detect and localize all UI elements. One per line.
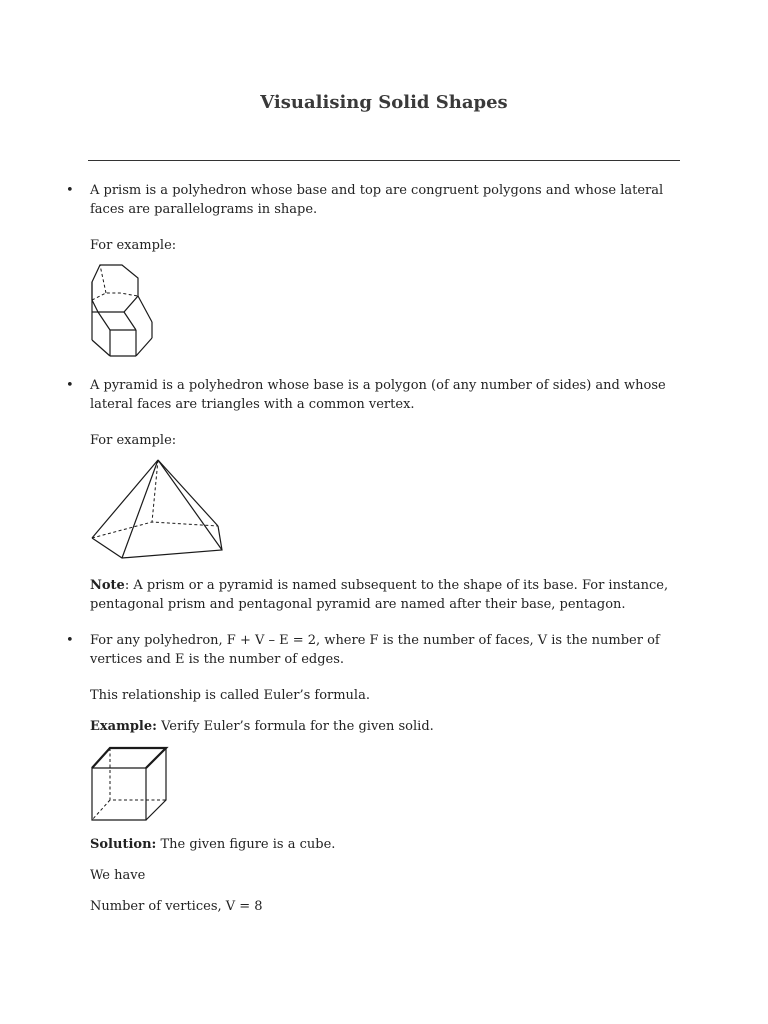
note-paragraph	[90, 576, 670, 614]
note-text: : A prism or a pyramid is named subsequent to the shape of its base. For instance, pentagonal prism and pentagonal pyramid are named after their base, pentagon.	[90, 578, 669, 612]
cube-figure	[88, 744, 170, 824]
prism-definition: A prism is a polyhedron whose base and top are congruent polygons and whose lateral faces are parallelograms in shape.	[90, 183, 664, 217]
example-paragraph	[90, 717, 670, 736]
euler-relationship: This relationship is called Euler’s formula.	[90, 688, 370, 703]
example-text: Verify Euler’s formula for the given solid.	[156, 719, 434, 734]
euler-definition: For any polyhedron, F + V – E = 2, where F is the number of faces, V is the number of vertices and E is the number of edges.	[90, 633, 660, 667]
note-label: Note	[90, 578, 125, 593]
solution-label: Solution:	[90, 837, 157, 852]
vertices-count-text: Number of vertices, V = 8	[90, 899, 263, 914]
example-label: Example:	[90, 719, 157, 734]
pyramid-definition: A pyramid is a polyhedron whose base is a polygon (of any number of sides) and whose lateral faces are triangles with a common vertex.	[90, 378, 666, 412]
bullet-marker: •	[66, 633, 74, 648]
we-have-text: We have	[90, 868, 146, 883]
title-divider	[88, 160, 680, 161]
bullet-marker: •	[66, 183, 74, 198]
pyramid-example-label: For example:	[90, 433, 177, 448]
square-pyramid-figure	[88, 456, 228, 564]
solution-text: The given figure is a cube.	[156, 837, 336, 852]
solution-paragraph	[90, 835, 670, 854]
octagonal-prism-figure	[86, 260, 160, 360]
prism-example-label: For example:	[90, 238, 177, 253]
bullet-marker: •	[66, 378, 74, 393]
page-title: Visualising Solid Shapes	[260, 92, 508, 113]
